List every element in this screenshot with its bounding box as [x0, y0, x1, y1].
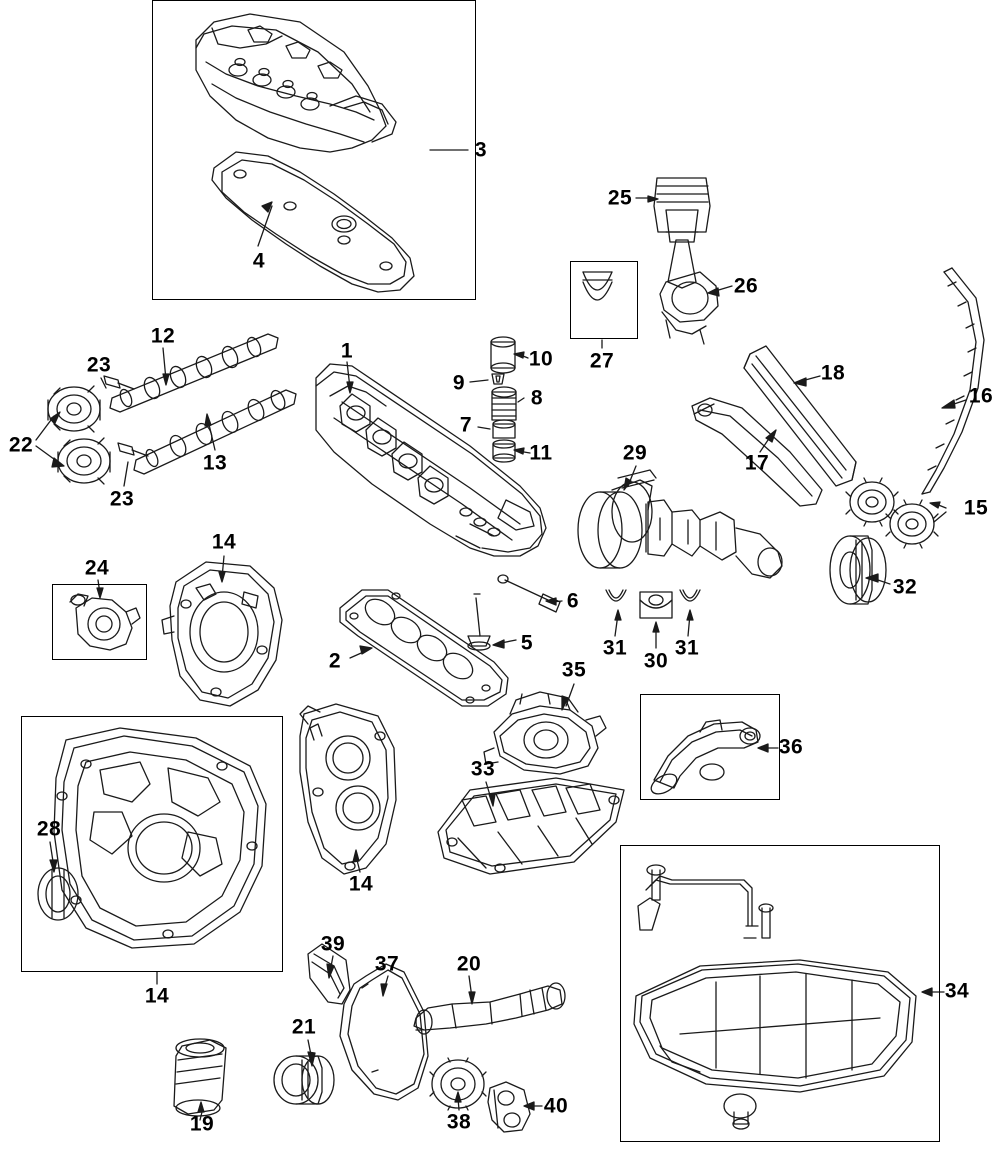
part-cam-bolt-lower: [118, 443, 148, 456]
callout-37: 37: [374, 952, 400, 976]
leader-35: [566, 684, 574, 706]
callout-14-mid: 14: [348, 872, 374, 896]
callout-9: 9: [452, 371, 466, 395]
callout-31-left: 31: [602, 636, 628, 660]
callout-20: 20: [456, 952, 482, 976]
part-piston: [654, 178, 710, 242]
part-crank-pulley: [830, 536, 886, 604]
part-bearing-31a: [606, 590, 626, 601]
callout-11: 11: [529, 441, 553, 465]
callout-38: 38: [446, 1110, 472, 1134]
part-windage-tray: [438, 778, 624, 874]
callout-17: 17: [744, 451, 770, 475]
callout-10: 10: [528, 347, 554, 371]
valve-cover-frame: [152, 0, 476, 300]
timing-cover-frame: [21, 716, 283, 972]
part-oil-pump-assembly: [484, 692, 606, 774]
part-valve-keeper-9: [492, 374, 504, 384]
thermostat-frame: [52, 584, 147, 660]
callout-25: 25: [607, 186, 633, 210]
leader-9: [470, 380, 488, 382]
callout-4: 4: [252, 249, 266, 273]
callout-24: 24: [84, 556, 110, 580]
callout-15: 15: [963, 496, 989, 520]
callout-28: 28: [36, 817, 62, 841]
part-balance-shaft-20: [414, 983, 565, 1034]
callout-30: 30: [643, 649, 669, 673]
part-bracket-40: [488, 1082, 530, 1132]
callout-16: 16: [968, 384, 994, 408]
oil-pan-frame: [620, 845, 940, 1142]
leader-23b: [124, 462, 128, 486]
callout-2: 2: [328, 649, 342, 673]
part-lifter-10: [491, 337, 515, 373]
part-crank-damper: [578, 470, 656, 568]
part-valve-spring-8: [492, 387, 516, 420]
callout-33: 33: [470, 757, 496, 781]
part-timing-housing-upper: [162, 562, 282, 706]
callout-6: 6: [566, 589, 580, 613]
part-valve-seat-11: [493, 440, 515, 462]
callout-12: 12: [150, 324, 176, 348]
part-valve-5: [468, 594, 490, 650]
callout-18: 18: [820, 361, 846, 385]
callout-31-right: 31: [674, 636, 700, 660]
callout-29: 29: [622, 441, 648, 465]
part-bearing-31b: [680, 590, 700, 601]
part-cam-phaser-lower: [58, 438, 110, 484]
callout-21: 21: [291, 1015, 317, 1039]
leader-8: [518, 398, 524, 402]
callout-26: 26: [733, 274, 759, 298]
callout-35: 35: [561, 658, 587, 682]
callout-19: 19: [189, 1112, 215, 1136]
callout-22: 22: [8, 433, 34, 457]
callout-27: 27: [589, 349, 615, 373]
callout-23-upper: 23: [86, 353, 112, 377]
callout-32: 32: [892, 575, 918, 599]
part-timing-chain: [922, 268, 984, 494]
part-bearing-30: [640, 592, 672, 618]
part-cam-phaser-upper: [48, 386, 100, 432]
callout-36: 36: [778, 735, 804, 759]
leader-7: [478, 427, 490, 429]
callout-13: 13: [202, 451, 228, 475]
piston-rings-frame: [570, 261, 638, 339]
oil-pickup-frame: [640, 694, 780, 800]
part-crankshaft: [646, 500, 782, 578]
part-valve-6: [498, 575, 560, 612]
callout-3: 3: [474, 138, 488, 162]
part-timing-cover-plate: [300, 704, 396, 874]
callout-34: 34: [944, 979, 970, 1003]
part-cam-bolt-upper: [104, 376, 134, 389]
callout-14-upper: 14: [211, 530, 237, 554]
part-camshaft-exhaust: [110, 334, 278, 412]
part-tensioner-pulley-21: [274, 1056, 334, 1104]
callout-8: 8: [530, 386, 544, 410]
callout-14-lower: 14: [144, 984, 170, 1008]
part-valve-seal-7: [493, 420, 515, 438]
callout-40: 40: [543, 1094, 569, 1118]
callout-39: 39: [320, 932, 346, 956]
callout-7: 7: [459, 413, 473, 437]
callout-23-lower: 23: [109, 487, 135, 511]
callout-5: 5: [520, 631, 534, 655]
callout-1: 1: [340, 339, 354, 363]
